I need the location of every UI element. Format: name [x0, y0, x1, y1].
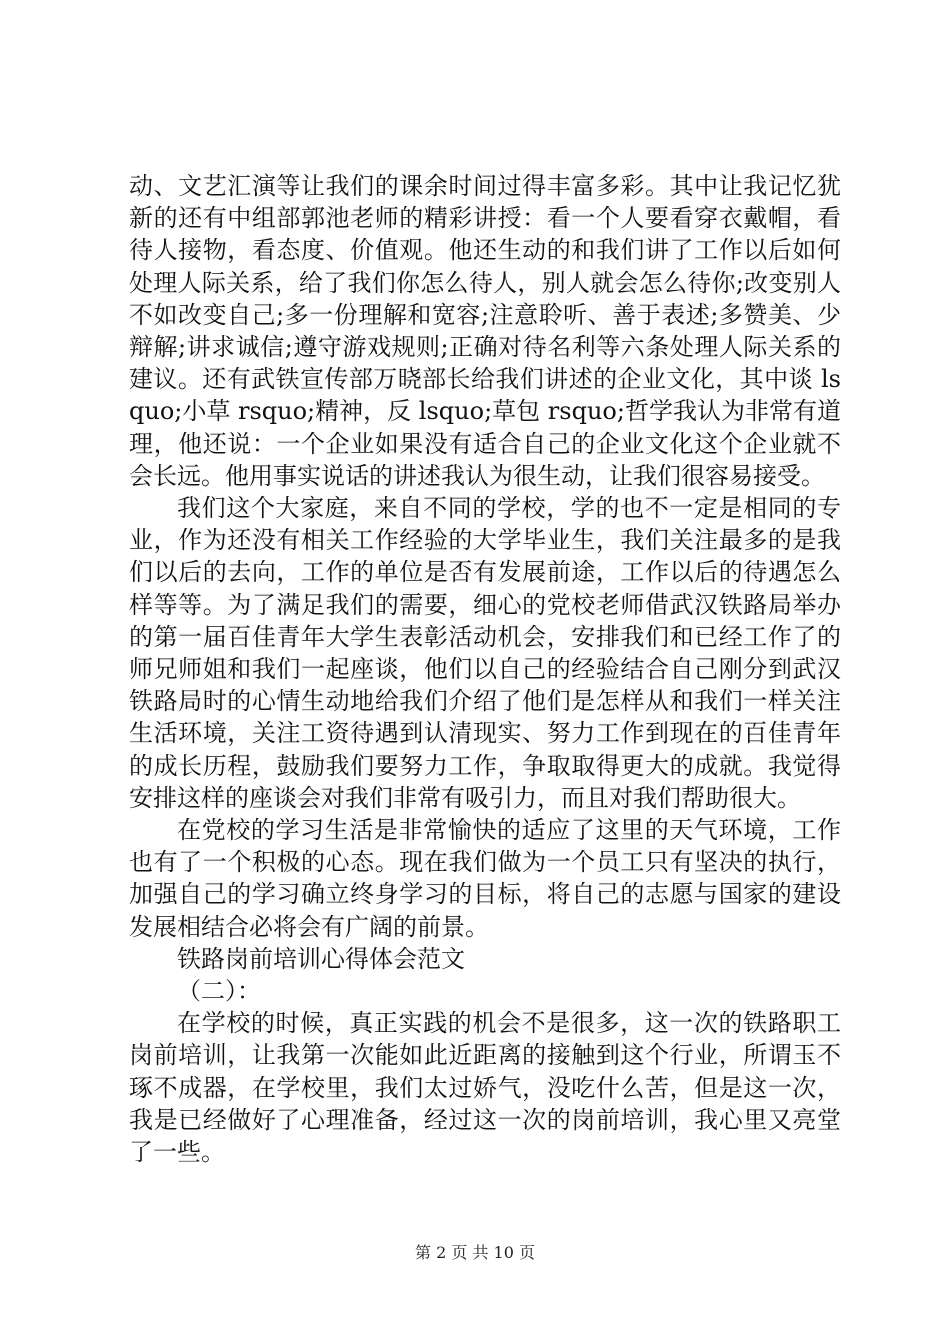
paragraph-continued: 动、文艺汇演等让我们的课余时间过得丰富多彩。其中让我记忆犹新的还有中组部郭池老师的精彩讲授：看一个人要看穿衣戴帽，看待人接物，看态度、价值观。他还生动的和我们讲了工作以后如何处理人际关系，给了我们你怎么待人，别人就会怎么待你;改变别人不如改变自己;多一份理解和宽容;注意聆听、善于表述;多赞美、少辩解;讲求诚信;遵守游戏规则;正确对待名利等六条处理人际关系的建议。还有武铁宣传部万晓部长给我们讲述的企业文化，其中谈 lsquo;小草 rsquo;精神，反 lsquo;草包 rsquo;哲学我认为非常有道理，他还说：一个企业如果没有适合自己的企业文化这个企业就不会长远。他用事实说话的讲述我认为很生动，让我们很容易接受。: [129, 172, 841, 490]
paragraph-party-school: 在党校的学习生活是非常愉快的适应了这里的天气环境，工作也有了一个积极的心态。现在我们做为一个员工只有坚决的执行，加强自己的学习确立终身学习的目标，将自己的志愿与国家的建设发展相结合必将会有广阔的前景。: [129, 816, 841, 941]
section-heading: 铁路岗前培训心得体会范文: [177, 944, 465, 973]
page-footer: 第 2 页 共 10 页: [415, 1243, 535, 1262]
paragraph-colleagues: 我们这个大家庭，来自不同的学校，学的也不一定是相同的专业，作为还没有相关工作经验的大学毕业生，我们关注最多的是我们以后的去向，工作的单位是否有发展前途，工作以后的待遇怎么样等等。为了满足我们的需要，细心的党校老师借武汉铁路局举办的第一届百佳青年大学生表彰活动机会，安排我们和已经工作了的师兄师姐和我们一起座谈，他们以自己的经验结合自己刚分到武汉铁路局时的心情生动地给我们介绍了他们是怎样从和我们一样关注生活环境，关注工资待遇到认清现实、努力工作到现在的百佳青年的成长历程，鼓励我们要努力工作，争取取得更大的成就。我觉得安排这样的座谈会对我们非常有吸引力，而且对我们帮助很大。: [129, 494, 841, 812]
section-number: （二）：: [177, 977, 261, 1006]
paragraph-training: 在学校的时候，真正实践的机会不是很多，这一次的铁路职工岗前培训，让我第一次能如此近距离的接触到这个行业，所谓玉不琢不成器，在学校里，我们太过娇气，没吃什么苦，但是这一次，我是已经做好了心理准备，经过这一次的岗前培训，我心里又亮堂了一些。: [129, 1009, 841, 1167]
document-body: [129, 170, 841, 1168]
